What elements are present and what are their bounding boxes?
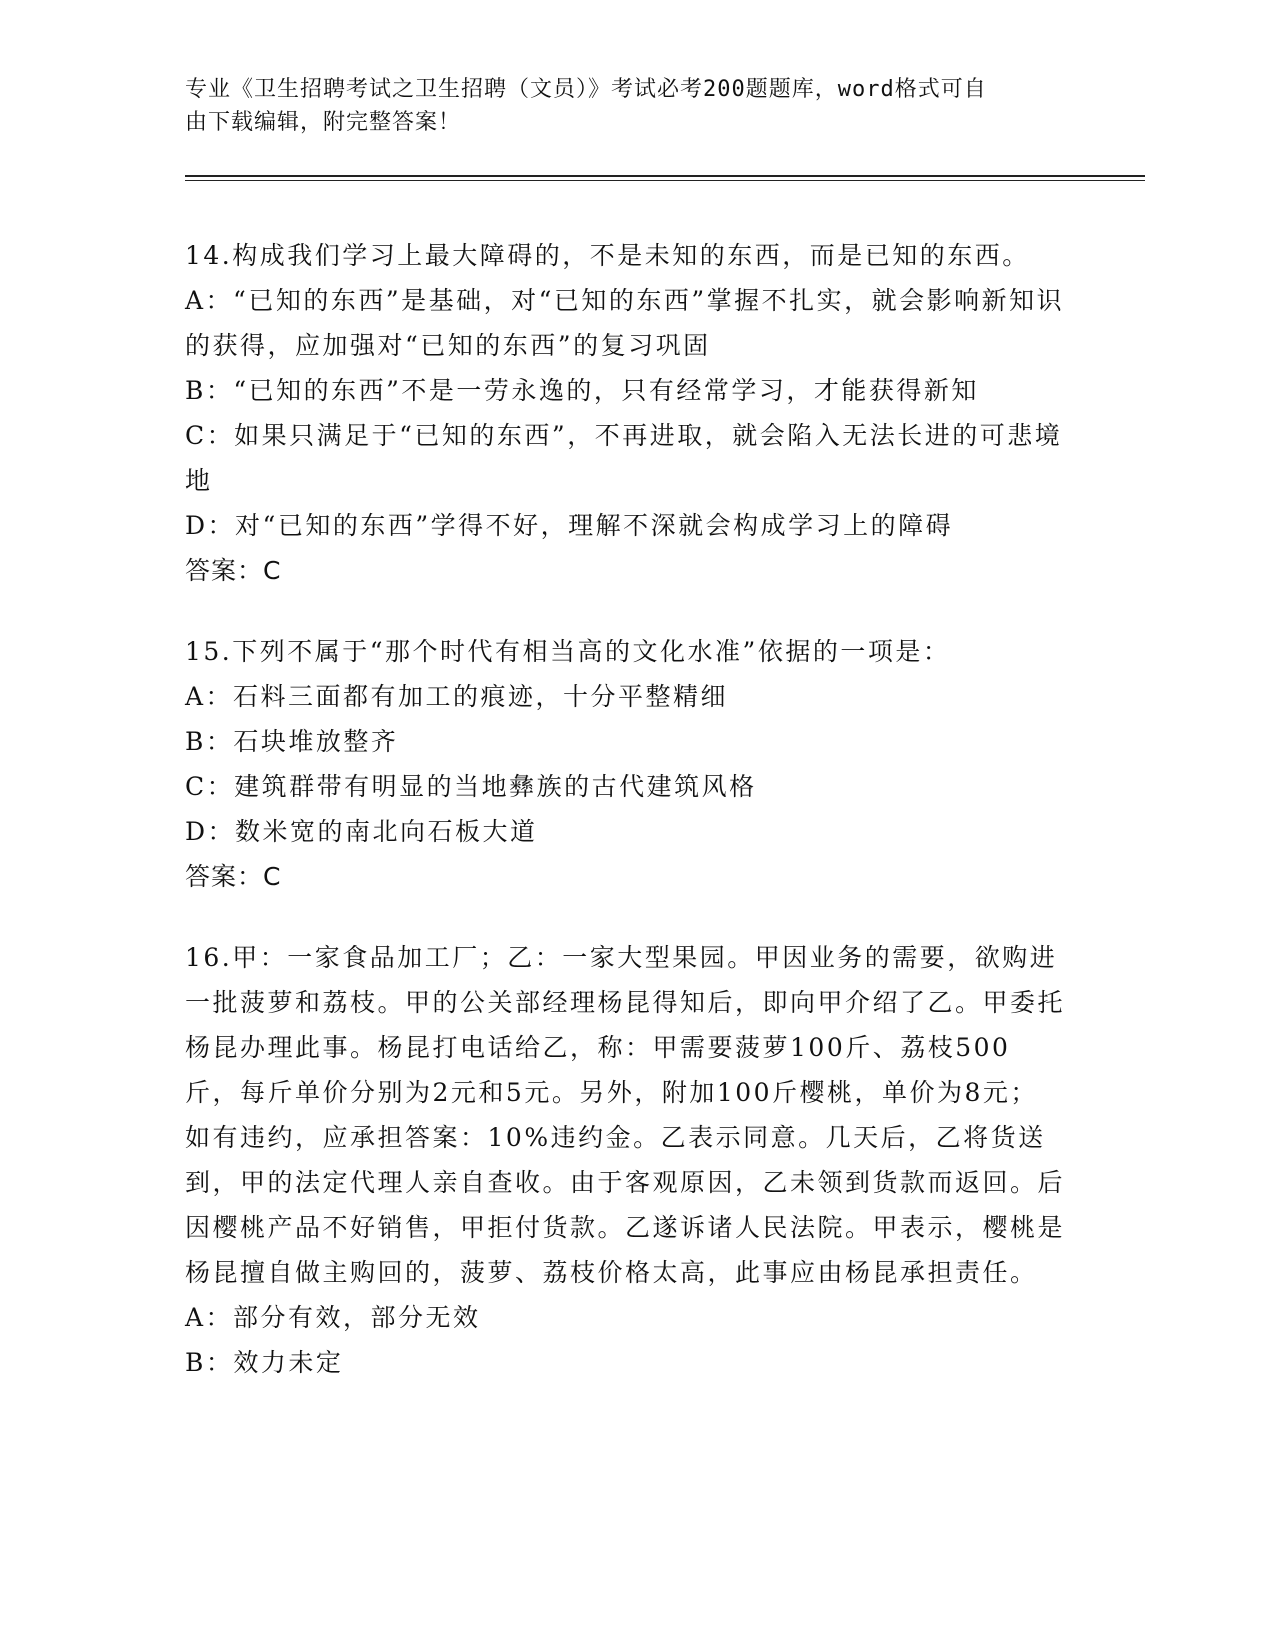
question-stem: 15.下列不属于“那个时代有相当高的文化水准”依据的一项是： [185, 637, 951, 666]
header-divider-thin [185, 180, 1145, 181]
option-c: C：如果只满足于“已知的东西”，不再进取，就会陷入无法长进的可悲境地 [185, 421, 1063, 495]
answer-label: 答案：C [185, 862, 282, 891]
question-14 [185, 233, 1065, 593]
question-stem: 14.构成我们学习上最大障碍的，不是未知的东西，而是已知的东西。 [185, 241, 1030, 270]
option-b: B：石块堆放整齐 [185, 727, 399, 756]
document-header [185, 73, 1065, 139]
option-a: A：部分有效，部分无效 [185, 1303, 481, 1332]
question-stem: 16.甲：一家食品加工厂；乙：一家大型果园。甲因业务的需要，欲购进一批菠萝和荔枝。甲的公关部经理杨昆得知后，即向甲介绍了乙。甲委托杨昆办理此事。杨昆打电话给乙，称：甲需要菠萝100斤、荔枝500斤，每斤单价分别为2元和5元。另外，附加100斤樱桃，单价为8元；如有违约，应承担答案：10%违约金。乙表示同意。几天后，乙将货送到，甲的法定代理人亲自查收。由于客观原因，乙未领到货款而返回。后因樱桃产品不好销售，甲拒付货款。乙遂诉诸人民法院。甲表示，樱桃是杨昆擅自做主购回的，菠萝、荔枝价格太高，此事应由杨昆承担责任。 [185, 943, 1066, 1287]
header-line-2: 由下载编辑，附完整答案！ [185, 110, 462, 135]
option-b: B：效力未定 [185, 1348, 344, 1377]
option-a: A：“已知的东西”是基础，对“已知的东西”掌握不扎实，就会影响新知识的获得，应加强对“已知的东西”的复习巩固 [185, 286, 1065, 360]
header-divider-thick [185, 175, 1145, 177]
option-d: D：数米宽的南北向石板大道 [185, 817, 538, 846]
question-16 [185, 935, 1065, 1385]
option-a: A：石料三面都有加工的痕迹，十分平整精细 [185, 682, 729, 711]
option-d: D：对“已知的东西”学得不好，理解不深就会构成学习上的障碍 [185, 511, 954, 540]
question-list [185, 233, 1065, 1421]
question-15 [185, 629, 1065, 899]
answer-label: 答案：C [185, 556, 282, 585]
option-c: C：建筑群带有明显的当地彝族的古代建筑风格 [185, 772, 757, 801]
option-b: B：“已知的东西”不是一劳永逸的，只有经常学习，才能获得新知 [185, 376, 979, 405]
header-line-1: 专业《卫生招聘考试之卫生招聘（文员）》考试必考200题题库，word格式可自 [185, 77, 987, 102]
